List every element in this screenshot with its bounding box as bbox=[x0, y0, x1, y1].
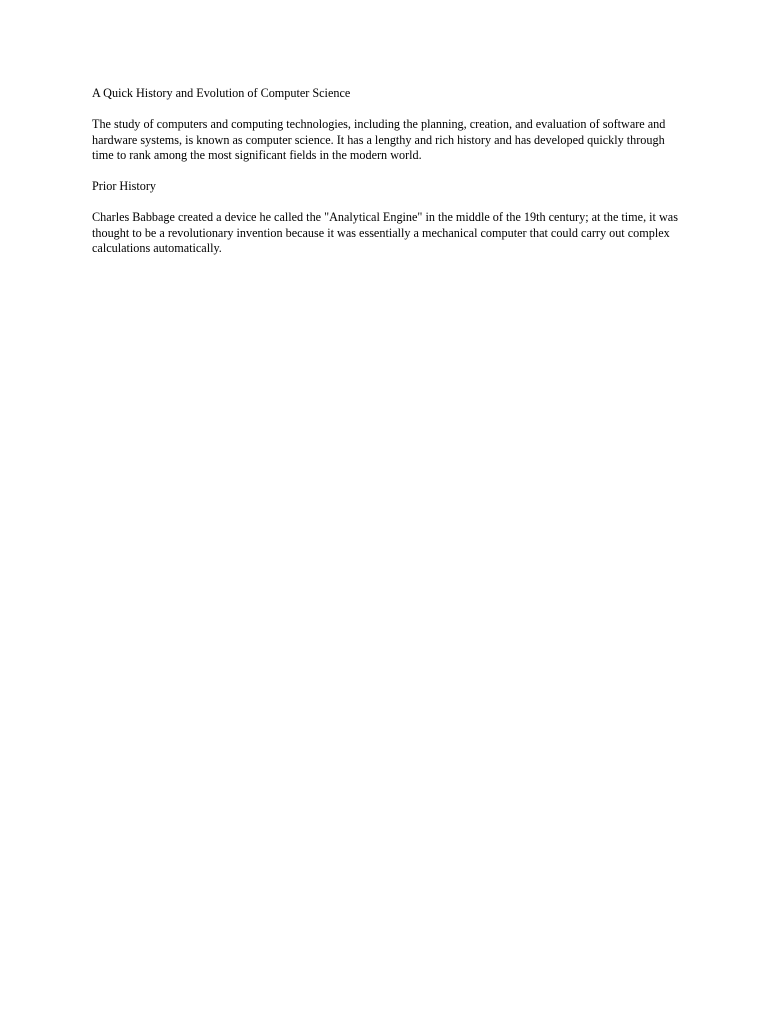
section-paragraph: Charles Babbage created a device he called the "Analytical Engine" in the middle of the 19th century; at the time, it was thought to be a revolutionary invention because it was essentially a mechanical computer that could carry out complex calculations automatically. bbox=[92, 210, 678, 255]
document-body bbox=[92, 86, 682, 272]
section-heading: Prior History bbox=[92, 179, 156, 193]
document-title: A Quick History and Evolution of Computer Science bbox=[92, 86, 351, 100]
intro-paragraph: The study of computers and computing technologies, including the planning, creation, and evaluation of software and hardware systems, is known as computer science. It has a lengthy and rich history and has developed quickly through time to rank among the most significant fields in the modern world. bbox=[92, 117, 666, 162]
